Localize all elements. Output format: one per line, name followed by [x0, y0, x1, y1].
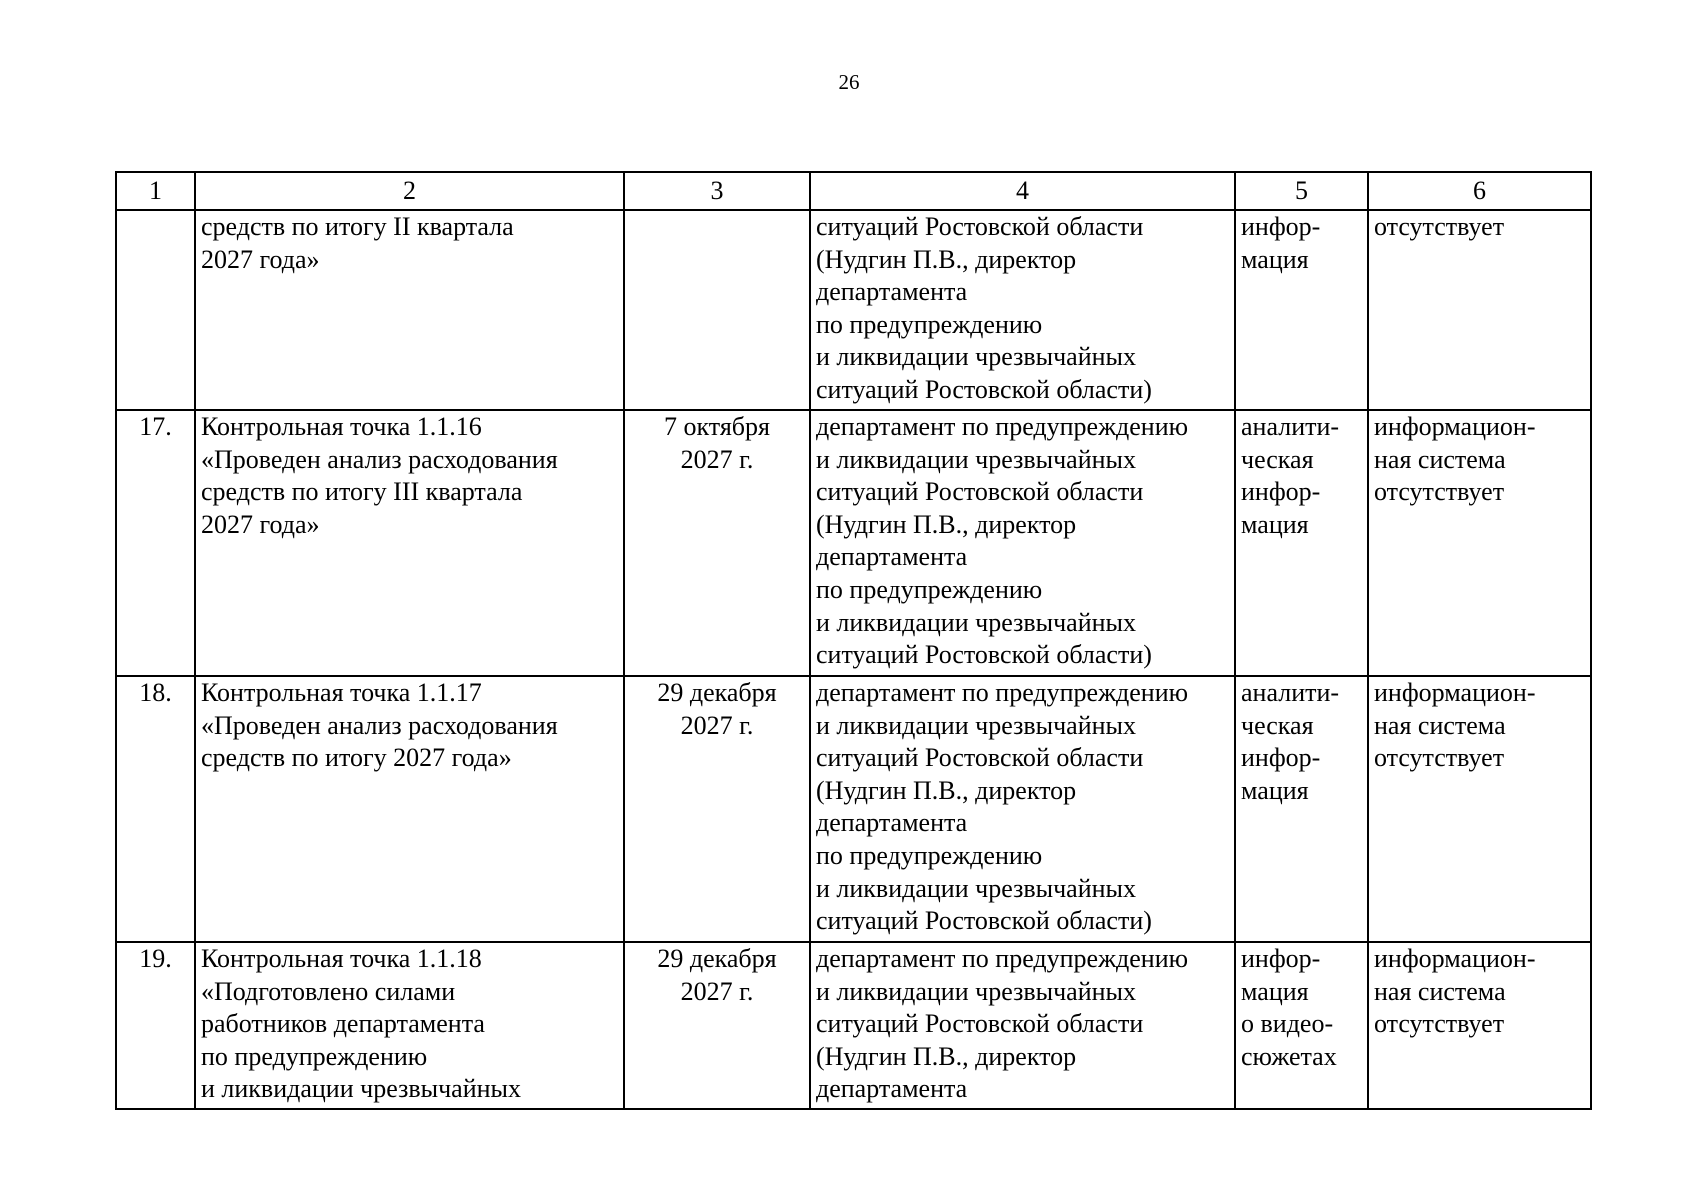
control-point-name-cell: средств по итогу II квартала 2027 года»	[195, 210, 624, 410]
document-type-cell: аналити- ческая инфор- мация	[1235, 410, 1368, 676]
information-system-cell: информацион- ная система отсутствует	[1368, 676, 1591, 942]
table-row	[116, 942, 1591, 1109]
control-points-table	[115, 171, 1592, 1110]
column-header: 1	[116, 172, 195, 210]
responsible-cell: департамент по предупреждению и ликвидации чрезвычайных ситуаций Ростовской области (Нудгин П.В., директор департамента по предупреждению и ликвидации чрезвычайных ситуаций Ростовской области)	[810, 410, 1235, 676]
column-header: 4	[810, 172, 1235, 210]
row-number-cell: 19.	[116, 942, 195, 1109]
deadline-cell	[624, 210, 810, 410]
deadline-cell: 29 декабря 2027 г.	[624, 676, 810, 942]
table-row	[116, 210, 1591, 410]
responsible-cell: департамент по предупреждению и ликвидации чрезвычайных ситуаций Ростовской области (Нудгин П.В., директор департамента по предупреждению и ликвидации чрезвычайных ситуаций Ростовской области)	[810, 676, 1235, 942]
column-header: 5	[1235, 172, 1368, 210]
column-header: 3	[624, 172, 810, 210]
row-number-cell: 18.	[116, 676, 195, 942]
information-system-cell: отсутствует	[1368, 210, 1591, 410]
column-header: 6	[1368, 172, 1591, 210]
document-type-cell: инфор- мация о видео- сюжетах	[1235, 942, 1368, 1109]
row-number-cell: 17.	[116, 410, 195, 676]
table-row	[116, 676, 1591, 942]
row-number-cell	[116, 210, 195, 410]
document-type-cell: инфор- мация	[1235, 210, 1368, 410]
control-point-name-cell: Контрольная точка 1.1.16 «Проведен анализ расходования средств по итогу III квартала 2027 года»	[195, 410, 624, 676]
table-row	[116, 410, 1591, 676]
document-type-cell: аналити- ческая инфор- мация	[1235, 676, 1368, 942]
column-header: 2	[195, 172, 624, 210]
page-number: 26	[838, 70, 860, 94]
information-system-cell: информацион- ная система отсутствует	[1368, 942, 1591, 1109]
responsible-cell: департамент по предупреждению и ликвидации чрезвычайных ситуаций Ростовской области (Нудгин П.В., директор департамента	[810, 942, 1235, 1109]
control-point-name-cell: Контрольная точка 1.1.18 «Подготовлено силами работников департамента по предупреждению и ликвидации чрезвычайных	[195, 942, 624, 1109]
responsible-cell: ситуаций Ростовской области (Нудгин П.В., директор департамента по предупреждению и ликвидации чрезвычайных ситуаций Ростовской области)	[810, 210, 1235, 410]
deadline-cell: 7 октября 2027 г.	[624, 410, 810, 676]
control-point-name-cell: Контрольная точка 1.1.17 «Проведен анализ расходования средств по итогу 2027 года»	[195, 676, 624, 942]
deadline-cell: 29 декабря 2027 г.	[624, 942, 810, 1109]
table-header-row	[116, 172, 1591, 210]
information-system-cell: информацион- ная система отсутствует	[1368, 410, 1591, 676]
